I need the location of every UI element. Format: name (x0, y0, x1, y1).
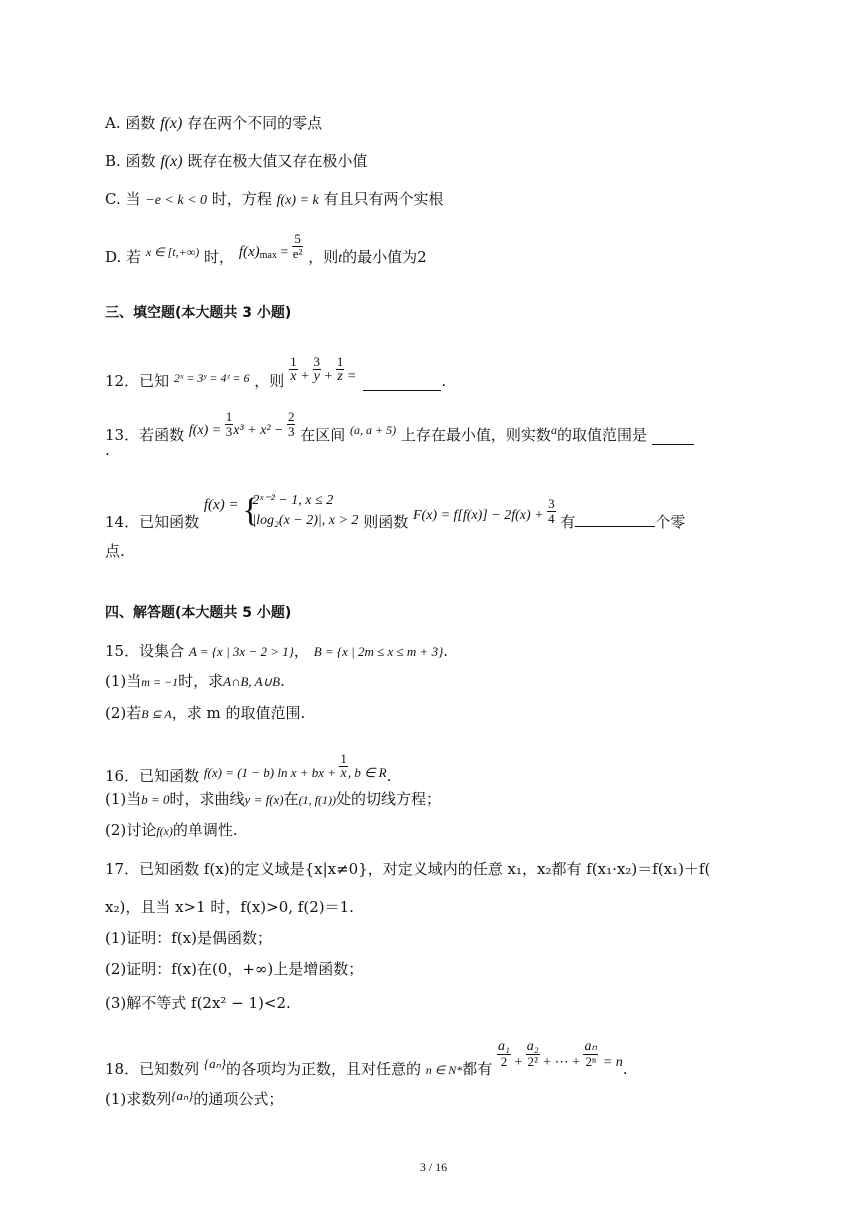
question-16-part-1: (1)当b = 0时，求曲线y = f(x)在(1, f(1))处的切线方程； (105, 790, 441, 808)
question-15: 15．设集合 A = {x | 3x − 2 > 1}， B = {x | 2m ≤ x ≤ m + 3}. (105, 642, 449, 660)
question-15-part-2: (2)若B ⊆ A，求 m 的取值范围. (105, 704, 306, 722)
question-17-part-2: (2)证明：f(x)在(0，+∞)上是增函数； (105, 960, 364, 978)
question-15-part-1: (1)当m = −1时，求A∩B, A∪B. (105, 672, 285, 690)
question-13: 13．若函数 f(x) = $\frac{1}{3}$ x³ + x² − $\frac{2}{3}$ 在区间 $^{(a, a + 5)}$ 上存在最小值，则实数$^a$的取值范围是 (105, 410, 694, 445)
question-12: 12．已知 $^{2ˣ = 3ʸ = 4ᶻ = 6}$ ，则 $\frac{1}{x}$ + $\frac{3}{y}$ + $\frac{1}{z}$ = . (105, 354, 447, 390)
page-number: 3 / 16 (419, 1160, 448, 1174)
section-4-heading: 四、解答题(本大题共 5 小题) (105, 605, 292, 621)
question-16-part-2: (2)讨论f(x)的单调性. (105, 821, 238, 839)
section-3-heading: 三、填空题(本大题共 3 小题) (105, 305, 292, 321)
question-17-part-3: (3)解不等式 f(2x² − 1)<2. (105, 994, 291, 1012)
question-18-part-1: (1)求数列{aₙ}的通项公式； (105, 1088, 284, 1108)
option-a: A. 函数 f(x) 存在两个不同的零点 (105, 114, 323, 132)
question-17-line-1: 17．已知函数 f(x)的定义域是{x|x≠0}，对定义域内的任意 x₁，x₂都有 f(x₁·x₂)＝f(x₁)＋f( (105, 860, 711, 878)
option-b: B. 函数 f(x) 既存在极大值又存在极小值 (105, 152, 368, 170)
question-14-end: 点. (105, 542, 125, 560)
answer-blank (363, 376, 441, 391)
piecewise-function: { 2ˣ⁻² − 1, x ≤ 2 |log₂(x − 2)|, x > 2 (242, 492, 359, 529)
answer-blank (652, 430, 694, 445)
answer-blank (575, 512, 655, 527)
question-17-part-1: (1)证明：f(x)是偶函数； (105, 929, 272, 947)
option-d: D. 若 $^{x \in [t,+\infty)}$ 时， $f(x)_{max}$ = $\frac{5}{\text{e²}}$ ，则t的最小值为2 (105, 231, 427, 266)
question-13-end: . (105, 441, 110, 459)
option-c: C. 当 −e < k < 0 时，方程 f(x) = k 有且只有两个实根 (105, 190, 444, 208)
question-18: 18．已知数列 {aₙ}的各项均为正数，且对任意的 n ∈ N*都有 $\frac{\text{a₁}}{2}$ + $\frac{\text{a₂}}{\text{2²}}$ + ⋯ + $\frac{\text{aₙ}}{\text{2ⁿ}}$ = n. (105, 1039, 628, 1078)
question-16: 16．已知函数 f(x) = (1 − b) ln x + bx + $\frac{1}{x}$ , b ∈ R. (105, 751, 392, 785)
question-14: 14．已知函数 f(x) = { 2ˣ⁻² − 1, x ≤ 2 |log₂(x − 2)|, x > 2 则函数 F(x) = f[f(x)] − 2f(x) + $\frac{3}{4}$ 有 个零 (105, 492, 686, 531)
question-17-line-2: x₂)，且当 x>1 时，f(x)>0, f(2)＝1. (105, 898, 354, 916)
